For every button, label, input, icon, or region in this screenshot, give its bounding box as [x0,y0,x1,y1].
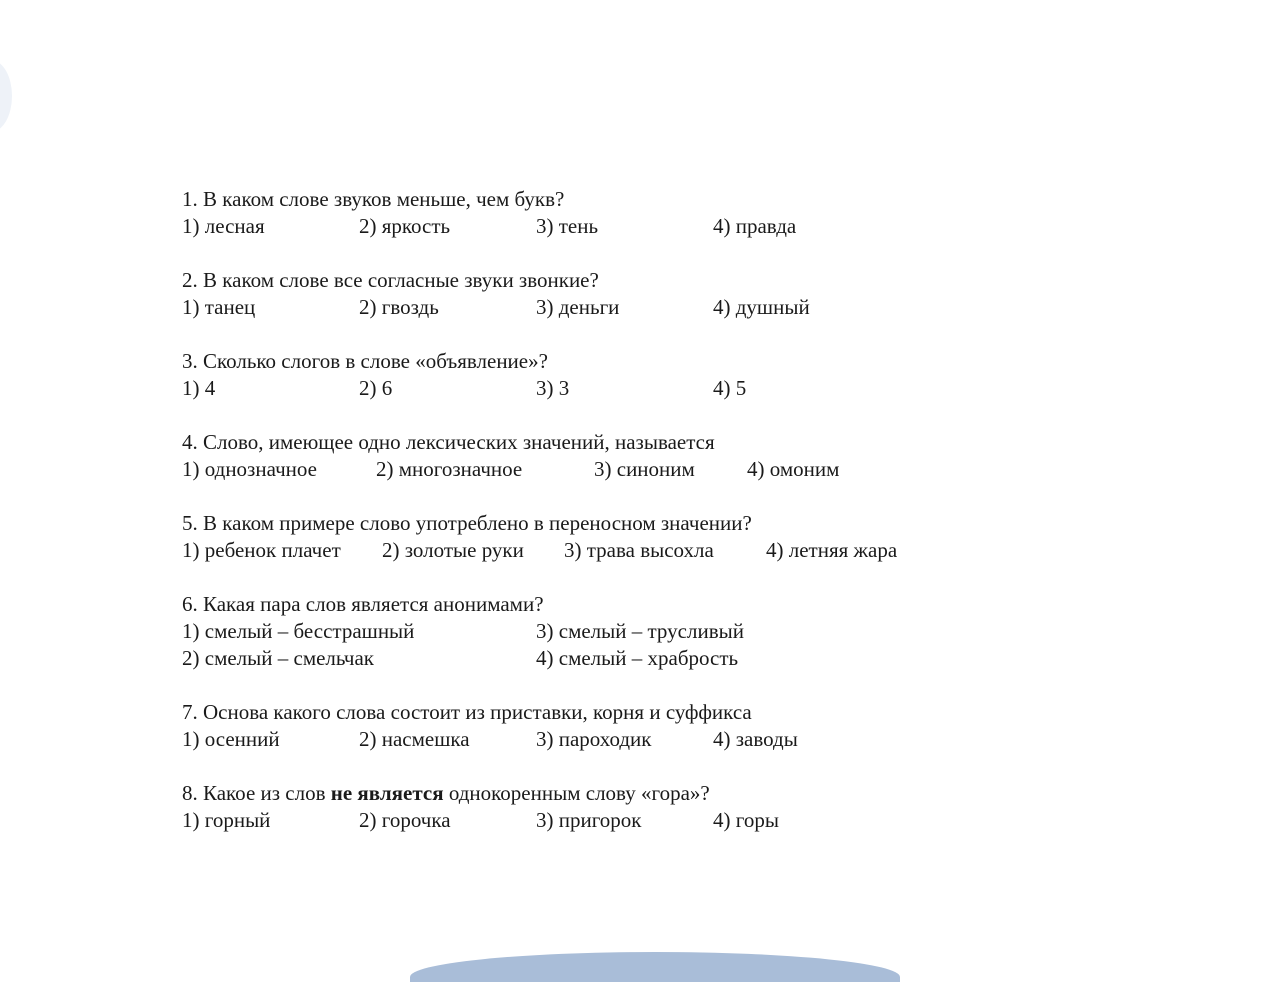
answer-option: 2) золотые руки [382,538,524,562]
question-text: 7. Основа какого слова состоит из приставки, корня и суффикса [182,700,752,724]
answer-row [182,537,1082,564]
question-text: 3. Сколько слогов в слове «объявление»? [182,349,548,373]
test-document [182,186,1082,861]
answer-option: 2) гвоздь [359,295,439,319]
question-3 [182,348,1082,402]
answer-option: 2) насмешка [359,727,470,751]
answer-option: 3) 3 [536,376,570,400]
answer-option: 2) смелый – смельчак [182,646,374,670]
answer-option: 3) синоним [594,457,695,481]
answer-option: 1) 4 [182,376,216,400]
decorative-shape-bottom [410,952,900,982]
answer-row [182,294,1082,321]
answer-option: 3) пароходик [536,727,652,751]
question-4 [182,429,1082,483]
answer-option: 3) пригорок [536,808,642,832]
answer-row [182,807,1082,834]
answer-option: 2) 6 [359,376,393,400]
answer-row [182,213,1082,240]
question-5 [182,510,1082,564]
question-text-end: однокоренным слову «гора»? [443,781,710,805]
answer-option: 1) лесная [182,214,265,238]
decorative-shape-left [0,60,12,132]
answer-option: 3) смелый – трусливый [536,619,744,643]
answer-option: 4) заводы [713,727,798,751]
question-text-start: 8. Какое из слов [182,781,331,805]
answer-option: 4) душный [713,295,810,319]
question-6 [182,591,1082,672]
answer-option: 4) 5 [713,376,747,400]
answer-option: 4) правда [713,214,797,238]
answer-option: 3) трава высохла [564,538,714,562]
question-text: 2. В каком слове все согласные звуки звонкие? [182,268,599,292]
answer-row [182,618,1082,645]
answer-row [182,456,1082,483]
answer-row [182,726,1082,753]
question-1 [182,186,1082,240]
question-text: 1. В каком слове звуков меньше, чем букв? [182,187,565,211]
answer-option: 4) летняя жара [766,538,898,562]
question-text: 4. Слово, имеющее одно лексических значений, называется [182,430,715,454]
question-7 [182,699,1082,753]
answer-row [182,645,1082,672]
answer-option: 1) танец [182,295,256,319]
answer-option: 1) осенний [182,727,280,751]
answer-option: 1) горный [182,808,271,832]
question-2 [182,267,1082,321]
answer-option: 3) деньги [536,295,620,319]
answer-option: 1) смелый – бесстрашный [182,619,415,643]
answer-option: 2) многозначное [376,457,523,481]
question-text: 5. В каком примере слово употреблено в переносном значении? [182,511,752,535]
answer-option: 4) горы [713,808,779,832]
answer-option: 1) однозначное [182,457,317,481]
question-text-emphasis: не является [330,781,444,805]
answer-option: 4) смелый – храбрость [536,646,739,670]
answer-option: 4) омоним [747,457,840,481]
question-8 [182,780,1082,834]
answer-option: 2) горочка [359,808,451,832]
answer-option: 2) яркость [359,214,451,238]
question-text: 6. Какая пара слов является анонимами? [182,592,544,616]
answer-row [182,375,1082,402]
answer-option: 3) тень [536,214,599,238]
question-text [182,780,1082,807]
answer-option: 1) ребенок плачет [182,538,341,562]
